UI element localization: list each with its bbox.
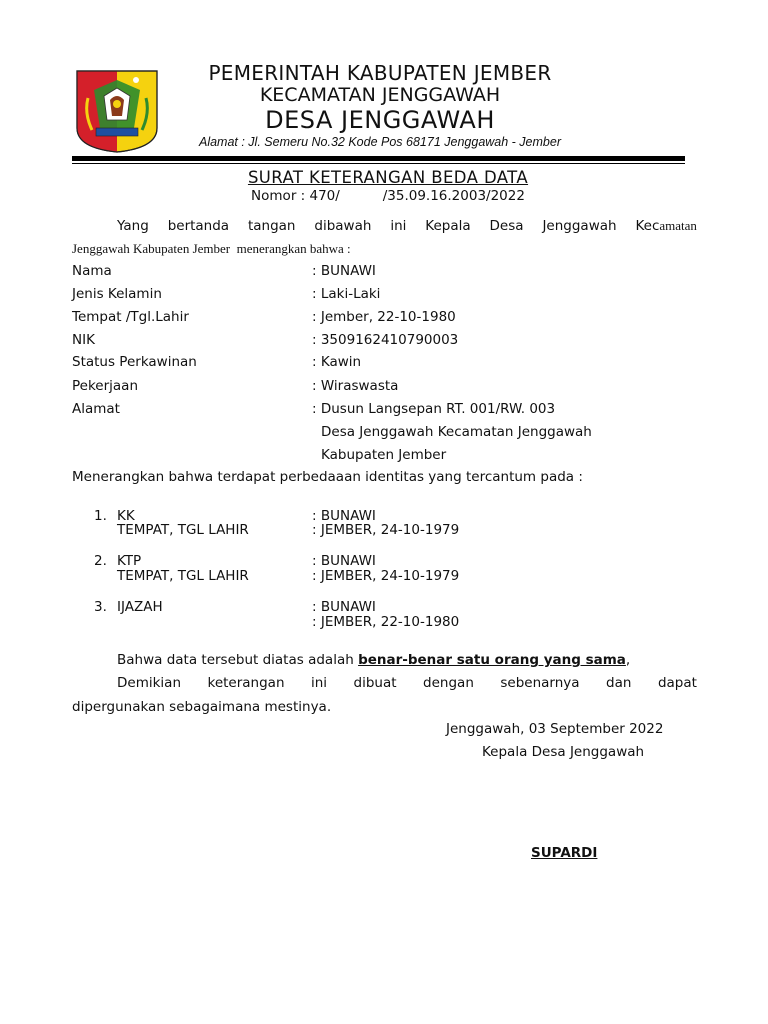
document-birth-value: : JEMBER, 24-10-1979 — [312, 522, 460, 538]
intro-word-last — [635, 218, 696, 234]
signer-name: SUPARDI — [531, 845, 598, 861]
field-value-address-cont: Kabupaten Jember — [321, 447, 447, 463]
list-number: 1. — [94, 508, 107, 524]
document-birth-label: TEMPAT, TGL LAHIR — [117, 522, 249, 538]
field-label-gender: Jenis Kelamin — [72, 286, 162, 302]
letterhead-village: DESA JENGGAWAH — [265, 106, 495, 134]
closing-word: dibuat — [353, 675, 397, 691]
letter-title: SURAT KETERANGAN BEDA DATA — [247, 168, 529, 187]
letter-number: Nomor : 470/ /35.09.16.2003/2022 — [251, 188, 525, 204]
field-value-gender: : Laki-Laki — [312, 286, 381, 302]
intro-word: Kepala — [425, 218, 471, 234]
intro-word: Desa — [489, 218, 524, 234]
signer-title: Kepala Desa Jenggawah — [482, 744, 645, 760]
letterhead-government: PEMERINTAH KABUPATEN JEMBER — [208, 61, 552, 85]
difference-statement: Menerangkan bahwa terdapat perbedaaan identitas yang tercantum pada : — [72, 469, 583, 485]
closing-word: dengan — [423, 675, 474, 691]
field-label-marital: Status Perkawinan — [72, 354, 197, 370]
closing-word: sebenarnya — [500, 675, 580, 691]
intro-word: ini — [390, 218, 407, 234]
intro-word-tail: amatan — [659, 218, 697, 233]
conclusion-line — [117, 652, 630, 668]
closing-word: dan — [606, 675, 632, 691]
letterhead-divider-thin — [72, 163, 685, 164]
field-label-nik: NIK — [72, 332, 95, 348]
closing-word: keterangan — [207, 675, 285, 691]
intro-word: Yang — [117, 218, 149, 234]
conclusion-suffix: , — [625, 652, 631, 668]
conclusion-prefix: Bahwa data tersebut diatas adalah — [117, 652, 359, 668]
intro-word: bertanda — [167, 218, 230, 234]
intro-word: tangan — [247, 218, 296, 234]
field-label-occupation: Pekerjaan — [72, 378, 139, 394]
intro-line-2: Jenggawah Kabupaten Jember menerangkan bahwa : — [72, 241, 351, 256]
field-value-name: : BUNAWI — [312, 263, 376, 279]
document-name: KK — [117, 508, 135, 524]
letterhead-divider-thick — [72, 156, 685, 161]
document-name-value: : BUNAWI — [312, 553, 376, 569]
field-label-birth: Tempat /Tgl.Lahir — [72, 309, 189, 325]
letterhead-district: KECAMATAN JENGGAWAH — [259, 84, 501, 106]
closing-word: dapat — [657, 675, 697, 691]
closing-line-2: dipergunakan sebagaimana mestinya. — [72, 699, 332, 715]
field-value-address-cont: Desa Jenggawah Kecamatan Jenggawah — [321, 424, 592, 440]
list-number: 2. — [94, 553, 107, 569]
intro-word: Jenggawah — [542, 218, 617, 234]
document-birth-label: TEMPAT, TGL LAHIR — [117, 568, 249, 584]
field-value-address: : Dusun Langsepan RT. 001/RW. 003 — [312, 401, 556, 417]
intro-line-1 — [72, 218, 697, 234]
field-value-birth: : Jember, 22-10-1980 — [312, 309, 456, 325]
closing-word: Demikian — [117, 675, 181, 691]
intro-word: dibawah — [314, 218, 372, 234]
field-label-name: Nama — [72, 263, 112, 279]
list-number: 3. — [94, 599, 107, 615]
field-value-nik: : 3509162410790003 — [312, 332, 459, 348]
field-value-marital: : Kawin — [312, 354, 362, 370]
letterhead-address: Alamat : Jl. Semeru No.32 Kode Pos 68171 Jenggawah - Jember — [198, 135, 561, 149]
field-label-address: Alamat — [72, 401, 120, 417]
intro-word: Kec — [635, 218, 660, 234]
document-name-value: : BUNAWI — [312, 508, 376, 524]
document-name: KTP — [117, 553, 142, 569]
document-name-value: : BUNAWI — [312, 599, 376, 615]
closing-word: ini — [311, 675, 328, 691]
document-name: IJAZAH — [117, 599, 163, 615]
closing-line-1 — [72, 675, 697, 691]
document-birth-value: : JEMBER, 22-10-1980 — [312, 614, 460, 630]
conclusion-emphasis: benar-benar satu orang yang sama — [358, 652, 626, 668]
place-date: Jenggawah, 03 September 2022 — [446, 721, 664, 737]
document-birth-value: : JEMBER, 24-10-1979 — [312, 568, 460, 584]
field-value-occupation: : Wiraswasta — [312, 378, 399, 394]
